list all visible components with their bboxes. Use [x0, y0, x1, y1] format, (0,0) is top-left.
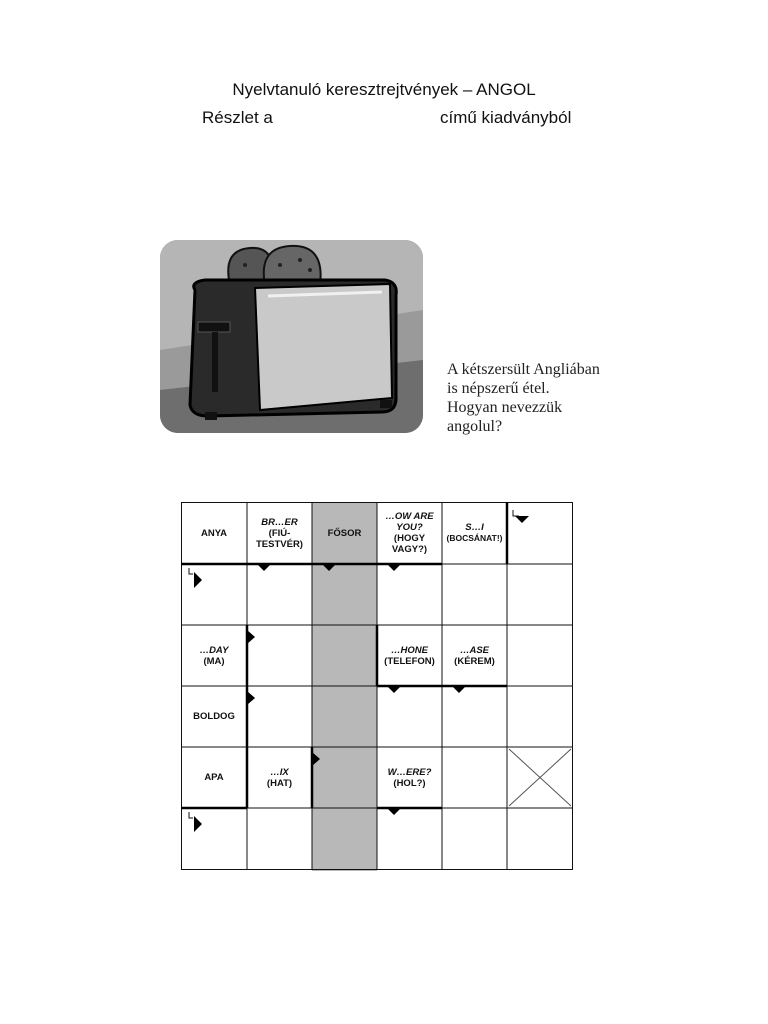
clue-brother: [247, 502, 312, 564]
clue-text: ANYA: [200, 527, 228, 539]
subtitle-left: Részlet a: [202, 108, 273, 127]
question-line: angolul?: [447, 418, 503, 435]
question-line: Hogyan nevezzük: [447, 399, 563, 416]
clue-text: APA: [204, 772, 224, 783]
page-title: Nyelvtanuló keresztrejtvények – ANGOL: [232, 80, 536, 99]
toaster-icon: [160, 240, 423, 433]
subtitle-right: című kiadványból: [440, 108, 572, 127]
clue-hint: BR…ER: [261, 516, 298, 528]
clue-meaning: (HAT): [266, 777, 293, 789]
question-text: [447, 360, 637, 436]
clue-hint: …DAY: [199, 644, 229, 656]
question-line: A kétszersült Angliában: [447, 361, 600, 378]
clue-hint: …HONE: [391, 644, 428, 656]
clue-today: [181, 625, 247, 686]
clue-apa: [181, 747, 247, 808]
clue-sorry: [442, 502, 507, 564]
clue-hint: S…I: [465, 522, 484, 533]
clue-please: [442, 625, 507, 686]
clue-meaning: (BOCSÁNAT!): [446, 533, 503, 543]
clue-how: [377, 502, 442, 564]
clue-text: BOLDOG: [193, 711, 235, 722]
clue-six: [247, 747, 312, 808]
clue-meaning: (HOL?): [393, 777, 426, 789]
clue-phone: [377, 625, 442, 686]
clue-where: [377, 747, 442, 808]
clue-meaning: (KÉREM): [454, 655, 495, 667]
toaster-illustration: [160, 240, 423, 433]
clue-meaning: (TELEFON): [384, 655, 435, 667]
main-column-label: [312, 502, 377, 564]
question-line: is népszerű étel.: [447, 380, 550, 397]
clue-hint: W…ERE?: [387, 766, 432, 778]
clue-meaning: (FIÚ- TESTVÉR): [256, 527, 303, 550]
crossword-grid: [181, 502, 574, 872]
clue-hint: …ASE: [459, 644, 490, 656]
clue-boldog: [181, 686, 247, 747]
clue-anya: [181, 502, 247, 564]
clue-meaning: (HOGY VAGY?): [391, 533, 428, 555]
clue-hint: …OW ARE YOU?: [385, 511, 434, 533]
clue-hint: …IX: [270, 766, 289, 778]
clue-meaning: (MA): [203, 655, 225, 667]
fosor-label: FŐSOR: [327, 527, 362, 539]
